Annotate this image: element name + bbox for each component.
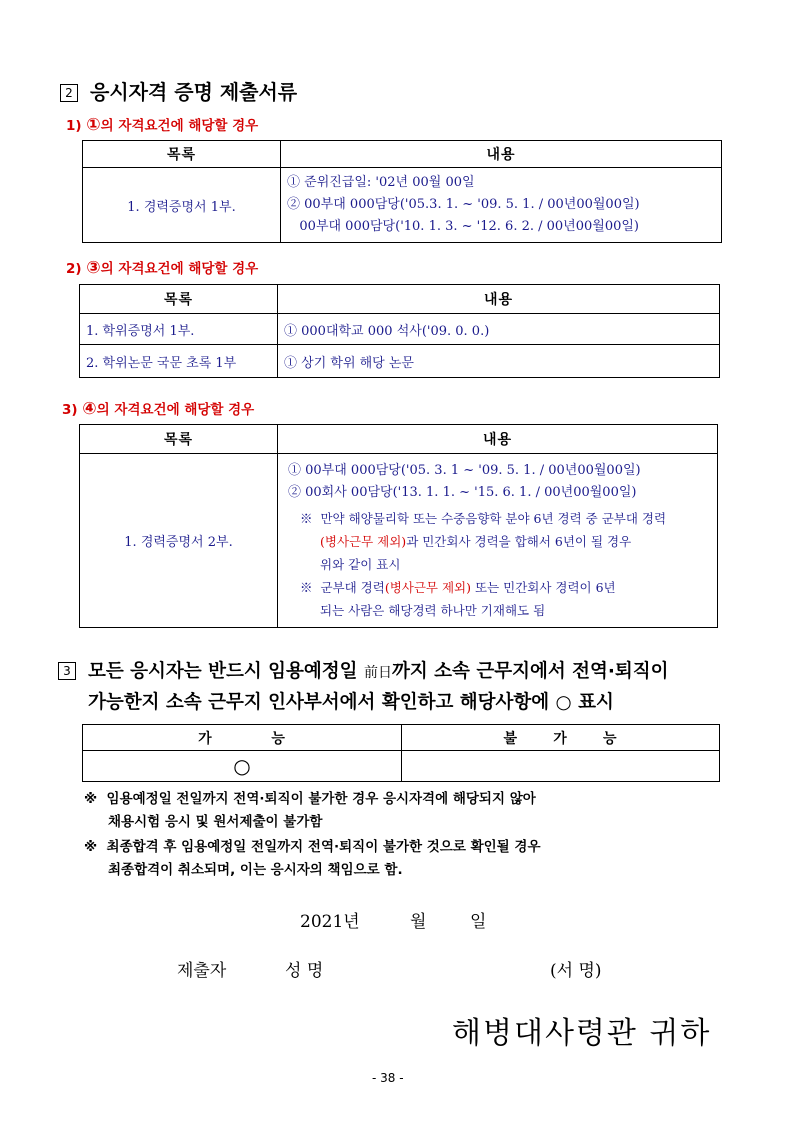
section-3-line-2: 가능한지 소속 근무지 인사부서에서 확인하고 해당사항에 ○ 표시 bbox=[88, 692, 614, 713]
table-4 bbox=[82, 724, 720, 782]
addressee: 해병대사령관 귀하 bbox=[452, 1016, 712, 1051]
subheading-3: 3) ④의 자격요건에 해당할 경우 bbox=[62, 399, 255, 419]
circle-mark: ○ bbox=[83, 751, 402, 782]
name-label: 성 명 bbox=[285, 961, 324, 981]
table-cell-content: ① 00부대 000담당('05. 3. 1 ~ '09. 5. 1. / 00년00월00일) ② 00회사 00담당('13. 1. 1. ~ '15. 6. 1. / 00년00월00일) ※ 만약 해양물리학 또는 수중음향학 분야 6년 경력 중 군부대 경력 (병사근무 제외)과 민간회사 경력을 합해서 6년이 될 경우 위와 같이 표시 ※ 군부대 경력(병사근무 제외) 또는 민간회사 경력이 6년 되는 사람은 해당경력 하나만 기재해도 됨 bbox=[278, 454, 718, 628]
date-day: 일 bbox=[470, 912, 487, 932]
table-2 bbox=[79, 284, 720, 378]
table-header: 내용 bbox=[278, 425, 718, 454]
table-header: 목록 bbox=[80, 285, 278, 314]
note-block-2: ※ 최종합격 후 임용예정일 전일까지 전역·퇴직이 불가한 것으로 확인될 경우 최종합격이 취소되며, 이는 응시자의 책임으로 함. bbox=[84, 839, 541, 878]
table-header: 목록 bbox=[80, 425, 278, 454]
subheading-2: 2) ③의 자격요건에 해당할 경우 bbox=[66, 258, 259, 278]
page-number: - 38 - bbox=[372, 1071, 404, 1085]
section-number-box: 2 bbox=[60, 84, 78, 102]
date-month: 월 bbox=[410, 912, 427, 932]
empty-cell bbox=[402, 751, 720, 782]
submitter-label: 제출자 bbox=[177, 961, 227, 981]
table-header-impossible: 불 가 능 bbox=[402, 725, 720, 751]
table-cell-item: 2. 학위논문 국문 초록 1부 bbox=[80, 345, 278, 378]
table-cell-item: 1. 학위증명서 1부. bbox=[80, 314, 278, 345]
table-1 bbox=[82, 140, 722, 243]
table-header: 목록 bbox=[83, 141, 281, 168]
table-header-possible: 가 능 bbox=[83, 725, 402, 751]
note-2: ※ 군부대 경력(병사근무 제외) 또는 민간회사 경력이 6년 되는 사람은 해당경력 하나만 기재해도 됨 bbox=[300, 579, 616, 618]
table-header: 내용 bbox=[281, 141, 722, 168]
signature-label: (서 명) bbox=[550, 961, 602, 981]
table-header: 내용 bbox=[278, 285, 720, 314]
table-cell-item: 1. 경력증명서 1부. bbox=[83, 168, 281, 243]
note-block-1: ※ 임용예정일 전일까지 전역·퇴직이 불가한 경우 응시자격에 해당되지 않아 채용시험 응시 및 원서제출이 불가함 bbox=[84, 791, 536, 830]
section-3-title: 3 모든 응시자는 반드시 임용예정일 前日까지 소속 근무지에서 전역·퇴직이 bbox=[58, 657, 669, 683]
section-2-title: 2 응시자격 증명 제출서류 bbox=[60, 76, 297, 105]
note-1: ※ 만약 해양물리학 또는 수중음향학 분야 6년 경력 중 군부대 경력 (병사근무 제외)과 민간회사 경력을 합해서 6년이 될 경우 위와 같이 표시 bbox=[300, 510, 667, 572]
section-number-box: 3 bbox=[58, 662, 76, 680]
subheading-1: 1) ①의 자격요건에 해당할 경우 bbox=[66, 115, 259, 135]
date-year: 2021년 bbox=[300, 912, 360, 932]
table-3 bbox=[79, 424, 718, 628]
table-cell-item: 1. 경력증명서 2부. bbox=[80, 454, 278, 628]
table-cell-content: ① 준위진급일: '02년 00월 00일 ② 00부대 000담당('05.3. 1. ~ '09. 5. 1. / 00년00월00일) 00부대 000담당('10. 1. 3. ~ '12. 6. 2. / 00년00월00일) bbox=[281, 168, 722, 243]
table-cell-content: ① 000대학교 000 석사('09. 0. 0.) bbox=[278, 314, 720, 345]
table-cell-content: ① 상기 학위 해당 논문 bbox=[278, 345, 720, 378]
